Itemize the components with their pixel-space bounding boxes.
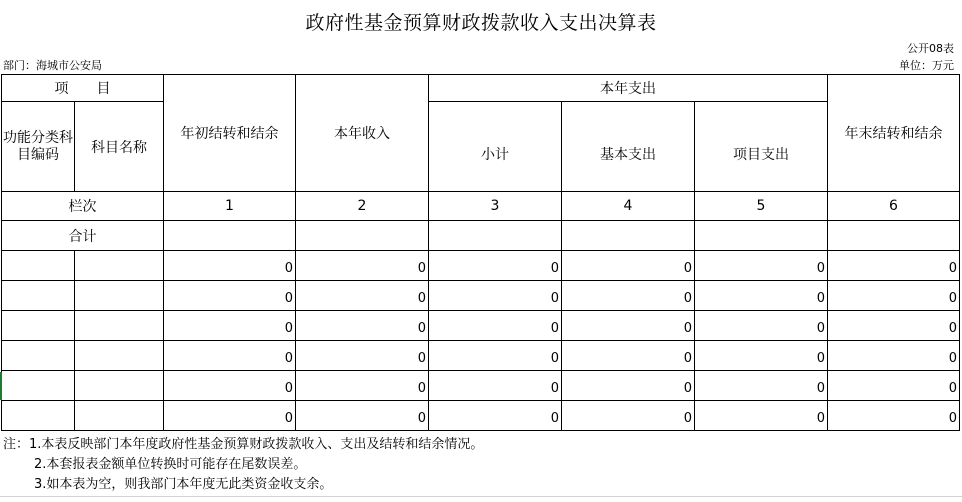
row-value: 0	[828, 371, 960, 401]
total-cell	[828, 221, 960, 251]
form-number: 公开08表	[907, 42, 954, 55]
row-code	[2, 281, 75, 311]
row-value: 0	[562, 341, 695, 371]
row-value: 0	[429, 311, 562, 341]
total-cell	[429, 221, 562, 251]
row-value: 0	[296, 341, 429, 371]
header-subject-name: 科目名称	[75, 102, 164, 192]
header-begin-balance: 年初结转和结余	[164, 75, 296, 192]
header-basic: 基本支出	[562, 102, 695, 192]
row-name	[75, 401, 164, 431]
row-value: 0	[695, 371, 828, 401]
table-row	[2, 341, 960, 371]
notes	[3, 435, 483, 495]
total-cell	[695, 221, 828, 251]
table-row	[2, 251, 960, 281]
row-value: 0	[562, 371, 695, 401]
row-value: 0	[429, 371, 562, 401]
row-code	[2, 401, 75, 431]
row-code	[2, 251, 75, 281]
note-line: 2.本套报表金额单位转换时可能存在尾数误差。	[34, 457, 307, 472]
header-expense: 本年支出	[429, 75, 828, 102]
row-value: 0	[695, 341, 828, 371]
row-value: 0	[695, 251, 828, 281]
header-subtotal: 小计	[429, 102, 562, 192]
row-value: 0	[164, 341, 296, 371]
total-row-label: 合计	[2, 221, 164, 251]
header-func-code: 功能分类科目编码	[2, 102, 75, 192]
table-row	[2, 281, 960, 311]
table-row	[2, 371, 960, 401]
row-value: 0	[296, 311, 429, 341]
row-value: 0	[296, 281, 429, 311]
col-num: 3	[429, 192, 562, 221]
report-title: 政府性基金预算财政拨款收入支出决算表	[305, 12, 657, 34]
row-value: 0	[429, 401, 562, 431]
row-value: 0	[164, 371, 296, 401]
note-line: 3.如本表为空，则我部门本年度无此类资金收支余。	[34, 477, 333, 492]
fund-table	[1, 74, 960, 431]
header-income: 本年收入	[296, 75, 429, 192]
col-num: 2	[296, 192, 429, 221]
row-value: 0	[429, 281, 562, 311]
row-value: 0	[828, 281, 960, 311]
col-num: 5	[695, 192, 828, 221]
row-value: 0	[828, 341, 960, 371]
row-value: 0	[695, 311, 828, 341]
row-value: 0	[562, 401, 695, 431]
row-value: 0	[296, 251, 429, 281]
row-name	[75, 281, 164, 311]
col-num: 4	[562, 192, 695, 221]
row-value: 0	[164, 401, 296, 431]
col-row-label: 栏次	[2, 192, 164, 221]
table-row	[2, 311, 960, 341]
col-num: 1	[164, 192, 296, 221]
row-value: 0	[695, 401, 828, 431]
row-value: 0	[562, 311, 695, 341]
row-value: 0	[828, 251, 960, 281]
row-value: 0	[296, 401, 429, 431]
total-cell	[562, 221, 695, 251]
table-row	[2, 401, 960, 431]
row-code	[2, 371, 75, 401]
row-value: 0	[562, 251, 695, 281]
row-name	[75, 341, 164, 371]
row-value: 0	[828, 401, 960, 431]
row-code	[2, 311, 75, 341]
cell-selection-marker	[0, 372, 2, 400]
row-name	[75, 311, 164, 341]
row-name	[75, 251, 164, 281]
total-cell	[296, 221, 429, 251]
department-label: 部门：海城市公安局	[3, 59, 102, 72]
row-value: 0	[164, 251, 296, 281]
sheet-bottom-divider	[0, 496, 962, 497]
row-value: 0	[164, 281, 296, 311]
row-value: 0	[695, 281, 828, 311]
row-value: 0	[429, 251, 562, 281]
row-value: 0	[296, 371, 429, 401]
header-project: 项目支出	[695, 102, 828, 192]
total-cell	[164, 221, 296, 251]
row-value: 0	[164, 311, 296, 341]
row-code	[2, 341, 75, 371]
row-value: 0	[429, 341, 562, 371]
header-item: 项 目	[2, 75, 164, 102]
header-end-balance: 年末结转和结余	[828, 75, 960, 192]
unit-label: 单位：万元	[899, 59, 954, 72]
row-value: 0	[562, 281, 695, 311]
col-num: 6	[828, 192, 960, 221]
note-line: 注：1.本表反映部门本年度政府性基金预算财政拨款收入、支出及结转和结余情况。	[3, 437, 484, 452]
row-name	[75, 371, 164, 401]
row-value: 0	[828, 311, 960, 341]
